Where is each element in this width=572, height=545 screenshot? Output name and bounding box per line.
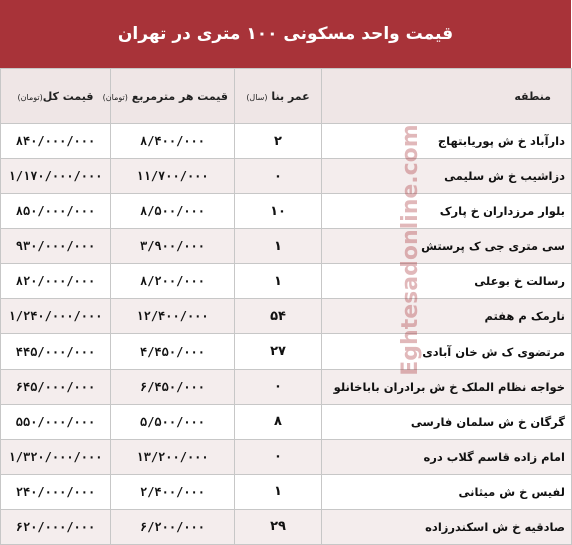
cell-area: صادقیه خ ش اسکندرزاده xyxy=(322,509,572,544)
table-row xyxy=(1,369,572,404)
cell-age: ۱ xyxy=(235,474,322,509)
cell-total-price: ۱/۱۷۰/۰۰۰/۰۰۰ xyxy=(1,159,111,194)
table-row xyxy=(1,334,572,369)
table-row xyxy=(1,439,572,474)
header-area: منطقه xyxy=(322,69,572,124)
cell-age: ۱۰ xyxy=(235,194,322,229)
cell-unit-price: ۸/۴۰۰/۰۰۰ xyxy=(111,124,235,159)
cell-total-price: ۹۳۰/۰۰۰/۰۰۰ xyxy=(1,229,111,264)
cell-unit-price: ۱۳/۲۰۰/۰۰۰ xyxy=(111,439,235,474)
cell-unit-price: ۲/۴۰۰/۰۰۰ xyxy=(111,474,235,509)
cell-area: سی متری جی ک پرستش xyxy=(322,229,572,264)
header-unit-price: قیمت هر مترمربع (تومان) xyxy=(111,69,235,124)
cell-total-price: ۴۴۵/۰۰۰/۰۰۰ xyxy=(1,334,111,369)
table-row xyxy=(1,124,572,159)
cell-unit-price: ۸/۲۰۰/۰۰۰ xyxy=(111,264,235,299)
cell-age: ۲۹ xyxy=(235,509,322,544)
table-header-row xyxy=(1,69,572,124)
cell-area: خواجه نظام الملک خ ش برادران باباخانلو xyxy=(322,369,572,404)
cell-age: ۲۷ xyxy=(235,334,322,369)
cell-total-price: ۱/۳۲۰/۰۰۰/۰۰۰ xyxy=(1,439,111,474)
watermark: Eghtesadonline.com xyxy=(398,124,423,376)
cell-area: گرگان خ ش سلمان فارسی xyxy=(322,404,572,439)
table-row xyxy=(1,299,572,334)
cell-unit-price: ۶/۴۵۰/۰۰۰ xyxy=(111,369,235,404)
cell-area: نارمک م هفتم xyxy=(322,299,572,334)
cell-age: ۵۴ xyxy=(235,299,322,334)
cell-area: دارآباد خ ش پوریابتهاج xyxy=(322,124,572,159)
cell-total-price: ۲۴۰/۰۰۰/۰۰۰ xyxy=(1,474,111,509)
table-row xyxy=(1,229,572,264)
cell-total-price: ۶۴۵/۰۰۰/۰۰۰ xyxy=(1,369,111,404)
cell-unit-price: ۸/۵۰۰/۰۰۰ xyxy=(111,194,235,229)
cell-age: ۰ xyxy=(235,369,322,404)
title-bar xyxy=(0,0,571,68)
cell-area: لفیس خ ش میثانی xyxy=(322,474,572,509)
price-table xyxy=(0,68,572,545)
cell-area: دزاشیب خ ش سلیمی xyxy=(322,159,572,194)
cell-unit-price: ۳/۹۰۰/۰۰۰ xyxy=(111,229,235,264)
cell-unit-price: ۶/۲۰۰/۰۰۰ xyxy=(111,509,235,544)
cell-unit-price: ۵/۵۰۰/۰۰۰ xyxy=(111,404,235,439)
cell-total-price: ۸۴۰/۰۰۰/۰۰۰ xyxy=(1,124,111,159)
cell-area: رسالت خ بوعلی xyxy=(322,264,572,299)
cell-age: ۸ xyxy=(235,404,322,439)
table-row xyxy=(1,474,572,509)
cell-unit-price: ۱۲/۴۰۰/۰۰۰ xyxy=(111,299,235,334)
header-age: عمر بنا (سال) xyxy=(235,69,322,124)
table-row xyxy=(1,404,572,439)
header-total-price: قیمت کل(تومان) xyxy=(1,69,111,124)
table-row xyxy=(1,509,572,544)
cell-unit-price: ۴/۴۵۰/۰۰۰ xyxy=(111,334,235,369)
cell-total-price: ۸۵۰/۰۰۰/۰۰۰ xyxy=(1,194,111,229)
cell-area: مرتضوی ک ش خان آبادی xyxy=(322,334,572,369)
table-row xyxy=(1,159,572,194)
cell-age: ۱ xyxy=(235,264,322,299)
cell-age: ۱ xyxy=(235,229,322,264)
table-row xyxy=(1,194,572,229)
cell-age: ۲ xyxy=(235,124,322,159)
cell-area: امام زاده قاسم گلاب دره xyxy=(322,439,572,474)
cell-total-price: ۵۵۰/۰۰۰/۰۰۰ xyxy=(1,404,111,439)
cell-total-price: ۱/۲۴۰/۰۰۰/۰۰۰ xyxy=(1,299,111,334)
cell-total-price: ۸۲۰/۰۰۰/۰۰۰ xyxy=(1,264,111,299)
cell-age: ۰ xyxy=(235,439,322,474)
cell-unit-price: ۱۱/۷۰۰/۰۰۰ xyxy=(111,159,235,194)
cell-age: ۰ xyxy=(235,159,322,194)
cell-total-price: ۶۲۰/۰۰۰/۰۰۰ xyxy=(1,509,111,544)
table-row xyxy=(1,264,572,299)
page-title: قیمت واحد مسکونی ۱۰۰ متری در تهران xyxy=(117,24,454,44)
cell-area: بلوار مرزداران خ پارک xyxy=(322,194,572,229)
